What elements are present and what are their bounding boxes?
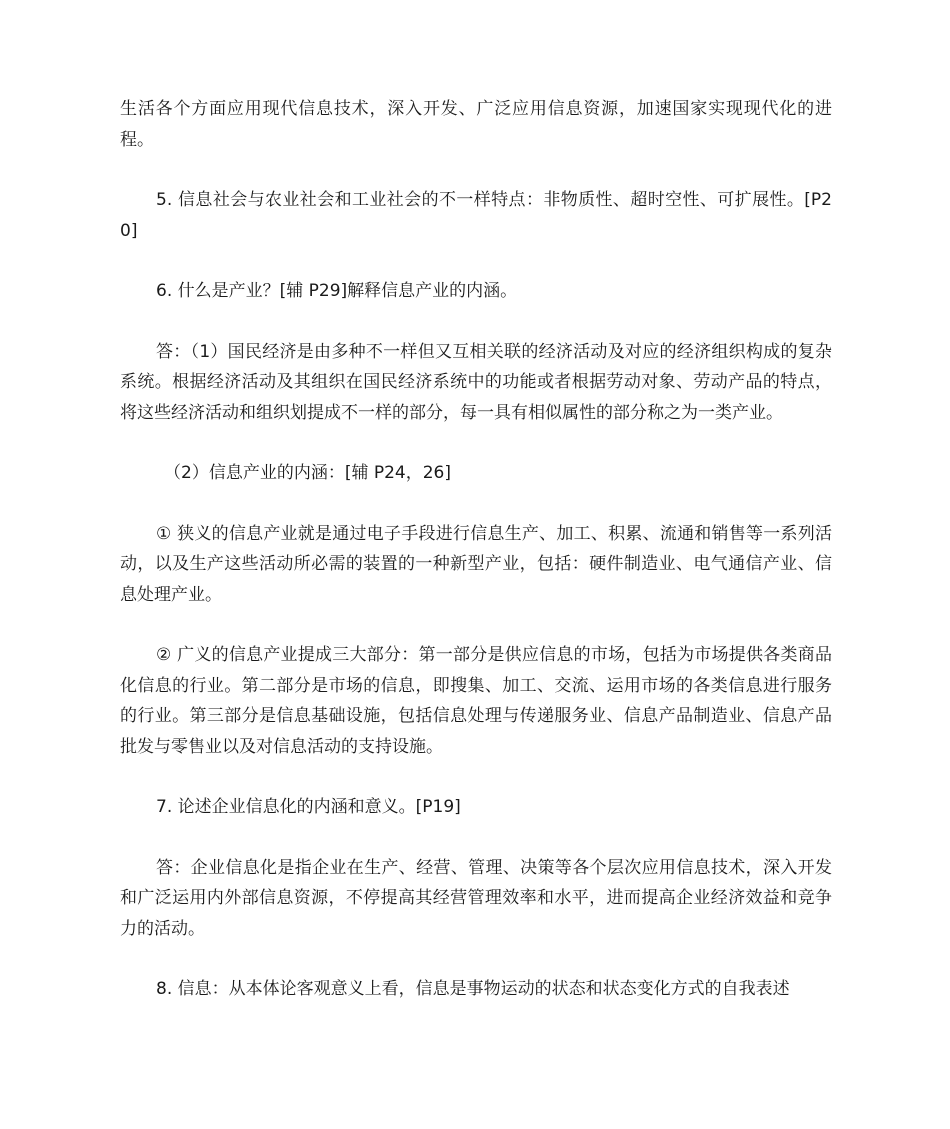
paragraph-item-6: 6. 什么是产业？[辅 P29]解释信息产业的内涵。 — [156, 281, 518, 301]
document-page — [120, 94, 832, 1035]
paragraph-answer-6-part-1: 答：（1）国民经济是由多种不一样但又互相关联的经济活动及对应的经济组织构成的复杂系统。根据经济活动及其组织在国民经济系统中的功能或者根据劳动对象、劳动产品的特点，将这些经济活动和组织划提成不一样的部分，每一具有相似属性的部分称之为一类产业。 — [120, 341, 832, 423]
paragraph-item-8: 8. 信息：从本体论客观意义上看，信息是事物运动的状态和状态变化方式的自我表述 — [156, 979, 790, 999]
paragraph-broad-definition: ② 广义的信息产业提成三大部分：第一部分是供应信息的市场，包括为市场提供各类商品化信息的行业。第二部分是市场的信息，即搜集、加工、交流、运用市场的各类信息进行服务的行业。第三部分是信息基础设施，包括信息处理与传递服务业、信息产品制造业、信息产品批发与零售业以及对信息活动的支持设施。 — [120, 645, 832, 757]
paragraph-narrow-definition: ① 狭义的信息产业就是通过电子手段进行信息生产、加工、积累、流通和销售等一系列活动，以及生产这些活动所必需的装置的一种新型产业，包括：硬件制造业、电气通信产业、信息处理产业。 — [120, 523, 832, 605]
paragraph-answer-6-part-2-heading: （2）信息产业的内涵：[辅 P24，26] — [164, 463, 451, 483]
paragraph-answer-7: 答：企业信息化是指企业在生产、经营、管理、决策等各个层次应用信息技术，深入开发和广泛运用内外部信息资源，不停提高其经营管理效率和水平，进而提高企业经济效益和竞争力的活动。 — [120, 857, 832, 939]
paragraph-item-7: 7. 论述企业信息化的内涵和意义。[P19] — [156, 797, 461, 817]
paragraph-item-5: 5. 信息社会与农业社会和工业社会的不一样特点：非物质性、超时空性、可扩展性。[P20] — [120, 190, 832, 241]
paragraph-continuation: 生活各个方面应用现代信息技术，深入开发、广泛应用信息资源，加速国家实现现代化的进程。 — [120, 99, 832, 150]
